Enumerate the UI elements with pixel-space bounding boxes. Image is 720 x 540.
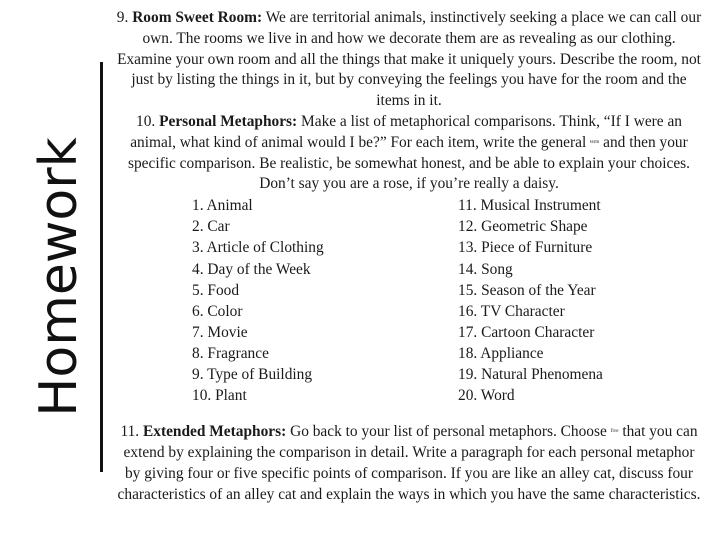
section-text: We are territorial animals, instinctively seeking a place we can call our own. The rooms we live in and how we decorate them are as revealing as our clothing. Examine your own room and all the things that make it uniquely yours. Describe the room, not just by listing the things in it, but by conveying the feelings you have for the room and the items in it. [117, 9, 702, 110]
list-item: 13. Piece of Furniture [458, 239, 593, 257]
list-item: 16. TV Character [458, 302, 565, 320]
section-heading: Personal Metaphors: [159, 112, 298, 130]
section-personal-metaphors [114, 112, 704, 195]
list-item: 5. Food [192, 281, 240, 299]
section-number: 10. [136, 112, 156, 130]
list-item: 2. Car [192, 218, 230, 236]
assignment-content [114, 8, 704, 505]
section-text-continued: and then your specific comparison. Be realistic, be somewhat honest, and be able to explain your choices. Don’t say you are a rose, if you’re really a daisy. [127, 133, 690, 193]
list-item: 15. Season of the Year [458, 281, 596, 299]
list-item: 3. Article of Clothing [192, 239, 324, 257]
section-heading: Extended Metaphors: [143, 423, 287, 441]
list-item: 8. Fragrance [192, 344, 269, 362]
section-number: 11. [120, 423, 140, 441]
metaphor-list [114, 195, 704, 406]
tiny-word: term [590, 139, 600, 145]
section-number: 9. [116, 9, 129, 26]
list-item: 1. Animal [192, 197, 253, 215]
list-item: 14. Song [458, 260, 513, 278]
section-room-sweet-room [114, 8, 704, 112]
list-item: 6. Color [192, 302, 243, 320]
list-item: 20. Word [458, 387, 515, 405]
list-item: 7. Movie [192, 323, 248, 341]
list-item: 11. Musical Instrument [458, 197, 601, 215]
vertical-divider [100, 62, 103, 472]
list-item: 10. Plant [192, 387, 247, 405]
section-text: Make a list of metaphorical comparisons. Think, “If I were an animal, what kind of animal would I be?” For each item, write the general [130, 112, 682, 151]
list-item: 9. Type of Building [192, 366, 313, 383]
section-extended-metaphors [114, 422, 704, 505]
section-heading: Room Sweet Room: [132, 9, 263, 26]
list-item: 4. Day of the Week [192, 260, 311, 278]
list-item: 19. Natural Phenomena [458, 366, 603, 383]
list-item: 18. Appliance [458, 344, 544, 362]
list-item: 17. Cartoon Character [458, 323, 595, 341]
page-title: Homework [29, 137, 89, 417]
list-item: 12. Geometric Shape [458, 218, 588, 236]
tiny-word: five [610, 429, 619, 435]
section-text: Go back to your list of personal metaphors. Choose [290, 423, 607, 441]
section-text-continued: that you can extend by explaining the comparison in detail. Write a paragraph for each personal metaphor by giving four or five specific points of comparison. If you are like an alley cat, discuss four characteristics of an alley cat and explain the ways in which you have the same characteristics. [117, 423, 701, 503]
